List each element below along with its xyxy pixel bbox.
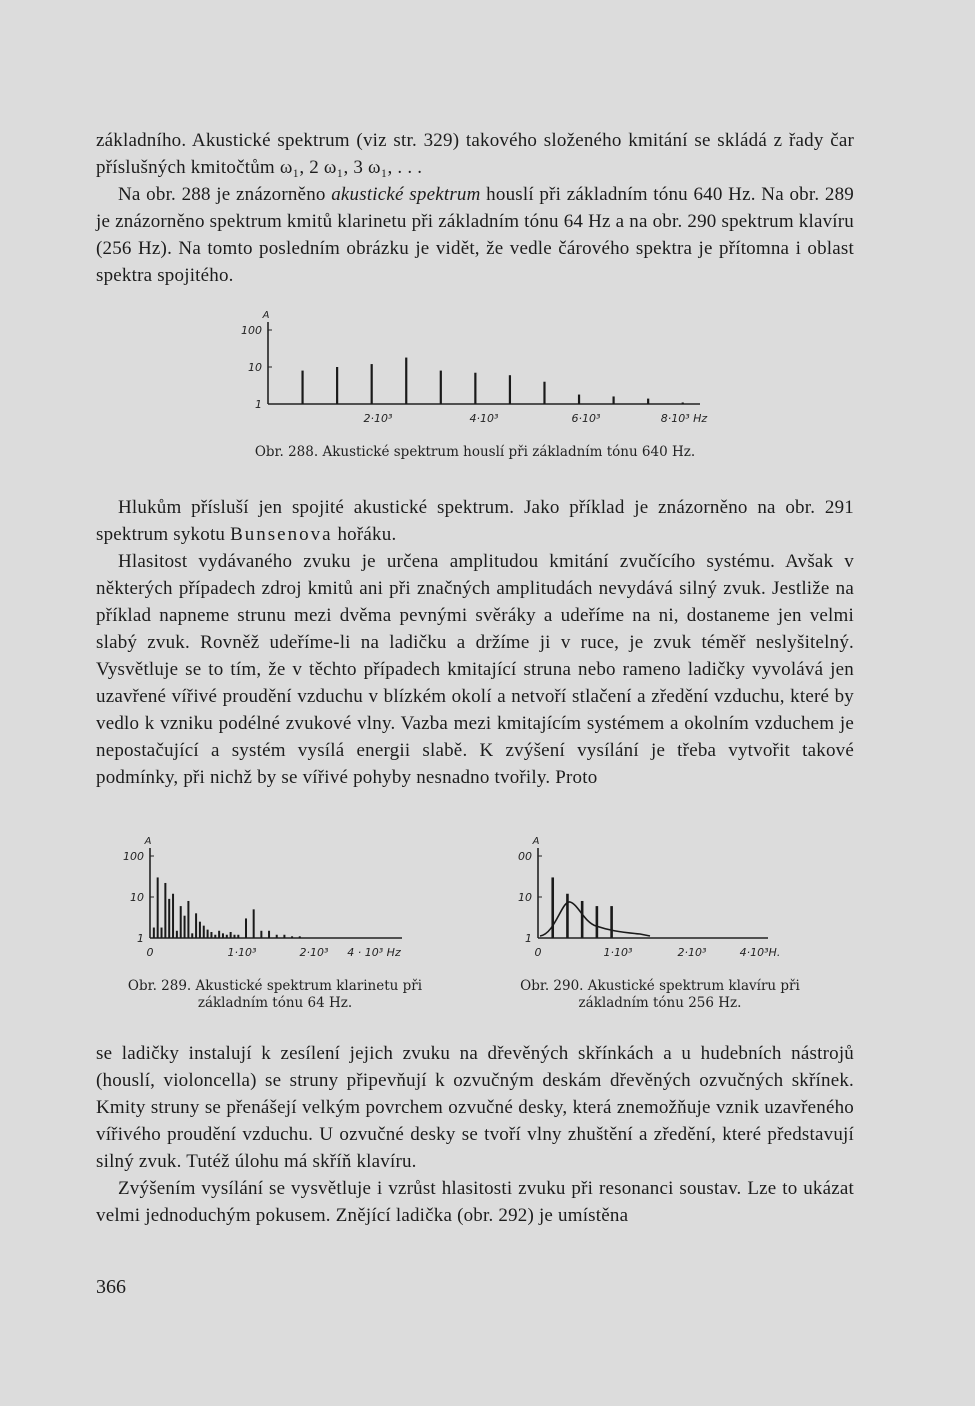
y-tick-label: 1 (137, 932, 144, 945)
paragraph-3-post: hořáku. (332, 524, 397, 545)
figure-289-chart (112, 830, 432, 970)
paragraph-2-pre: Na obr. 288 je znázorněno (118, 184, 332, 205)
paragraph-5: se ladičky instalují k zesílení jejich zvuku na dřevěných skřínkách a u hudebních nástrojů (houslí, violoncella) se struny připevňují k ozvučným deskám dřevěných ozvučných skřínek. Kmity struny se přenášejí velkým povrchem ozvučné desky, která znemožňuje vznik uzavřeného vířivého proudění vzduchu. U ozvučné desky se tvoří vlny zhuštění a zředění, které představují silný zvuk. Tutéž úlohu má skříň klavíru. (96, 1043, 854, 1172)
text-block-middle (96, 494, 854, 791)
y-tick-label: 00 (518, 850, 532, 863)
text-block-top (96, 127, 854, 289)
y-tick-label: 1 (255, 398, 262, 411)
x-tick-label: 1·10³ (227, 946, 257, 959)
page-number: 366 (96, 1276, 126, 1298)
x-tick-label: 2·10³ (299, 946, 329, 959)
y-tick-label: 100 (241, 324, 262, 337)
continuous-spectrum-curve (540, 902, 650, 936)
y-tick-label: 100 (123, 850, 144, 863)
y-tick-label: 10 (130, 891, 144, 904)
paragraph-2 (96, 181, 854, 289)
x-tick-label: 0 (534, 946, 542, 959)
x-tick-label: 4 · 10³ Hz (347, 946, 401, 959)
paragraph-2-post: houslí při základním tónu 640 Hz. Na obr. 289 je znázorněno spektrum kmitů klarinetu při základním tónu 64 Hz a na obr. 290 spektrum klavíru (256 Hz). Na tomto posledním obrázku je vidět, že vedle čárového spektra je přítomna i oblast spektra spojitého. (96, 184, 854, 286)
x-tick-label: 1·10³ (603, 946, 633, 959)
paragraph-4: Hlasitost vydávaného zvuku je určena amplitudou kmitání zvučícího systému. Avšak v některých případech zdroj kmitů ani při značných amplitudách nevydává silný zvuk. Jestliže na příklad napneme strunu mezi dvěma pevnými svěráky a udeříme na ni, dostaneme jen velmi slabý zvuk. Rovněž udeříme-li na ladičku a držíme ji v ruce, je zvuk téměř neslyšitelný. Vysvětluje se to tím, že v těchto případech kmitající struna nebo rameno ladičky vyvolává jen uzavřené vířivé proudění vzduchu v blízkém okolí a netvoří stlačení a zředění vzduchu, které by vedlo k vzniku podélné zvukové vlny. Vazba mezi kmitajícím systémem a okolním vzduchem je nepostačující a systém vysílá energii slabě. K zvýšení vysílání je třeba vytvořit takové podmínky, při nichž by se vířivé pohyby nesnadno tvořily. Proto (96, 551, 854, 788)
x-tick-label: 8·10³ Hz (660, 412, 708, 425)
x-tick-label: 2·10³ (363, 412, 393, 425)
figure-288-chart (238, 300, 718, 440)
figure-290-chart (500, 830, 820, 970)
paragraph-3-name: Bunsenova (230, 524, 333, 545)
paragraph-1: základního. Akustické spektrum (viz str. 329) takového složeného kmitání se skládá z řady čar příslušných kmitočtům ω₁, 2 ω₁, 3 ω₁, . . . (96, 130, 854, 178)
x-tick-label: 0 (146, 946, 154, 959)
y-tick-label: 10 (248, 361, 262, 374)
figure-288-caption: Obr. 288. Akustické spektrum houslí při základním tónu 640 Hz. (254, 444, 696, 460)
x-tick-label: 2·10³ (677, 946, 707, 959)
y-axis-label: A (144, 836, 152, 847)
x-tick-label: 4·10³ (469, 412, 499, 425)
y-axis-label: A (262, 310, 270, 321)
figure-289-caption: Obr. 289. Akustické spektrum klarinetu při základním tónu 64 Hz. (127, 978, 423, 1011)
text-block-bottom (96, 1040, 854, 1229)
paragraph-3-pre: Hlukům přísluší jen spojité akustické spektrum. Jako příklad je znázorněno na obr. 291 spektrum sykotu (96, 497, 854, 545)
x-tick-label: 4·10³H. (739, 946, 781, 959)
y-axis-label: A (532, 836, 540, 847)
y-tick-label: 1 (525, 932, 532, 945)
paragraph-6: Zvýšením vysílání se vysvětluje i vzrůst hlasitosti zvuku při resonanci soustav. Lze to ukázat velmi jednoduchým pokusem. Znějící ladička (obr. 292) je umístěna (96, 1178, 854, 1226)
x-tick-label: 6·10³ (571, 412, 601, 425)
paragraph-3 (96, 494, 854, 548)
figure-290-caption: Obr. 290. Akustické spektrum klavíru při základním tónu 256 Hz. (520, 978, 800, 1011)
y-tick-label: 10 (518, 891, 532, 904)
paragraph-2-emphasis: akustické spektrum (331, 184, 481, 205)
